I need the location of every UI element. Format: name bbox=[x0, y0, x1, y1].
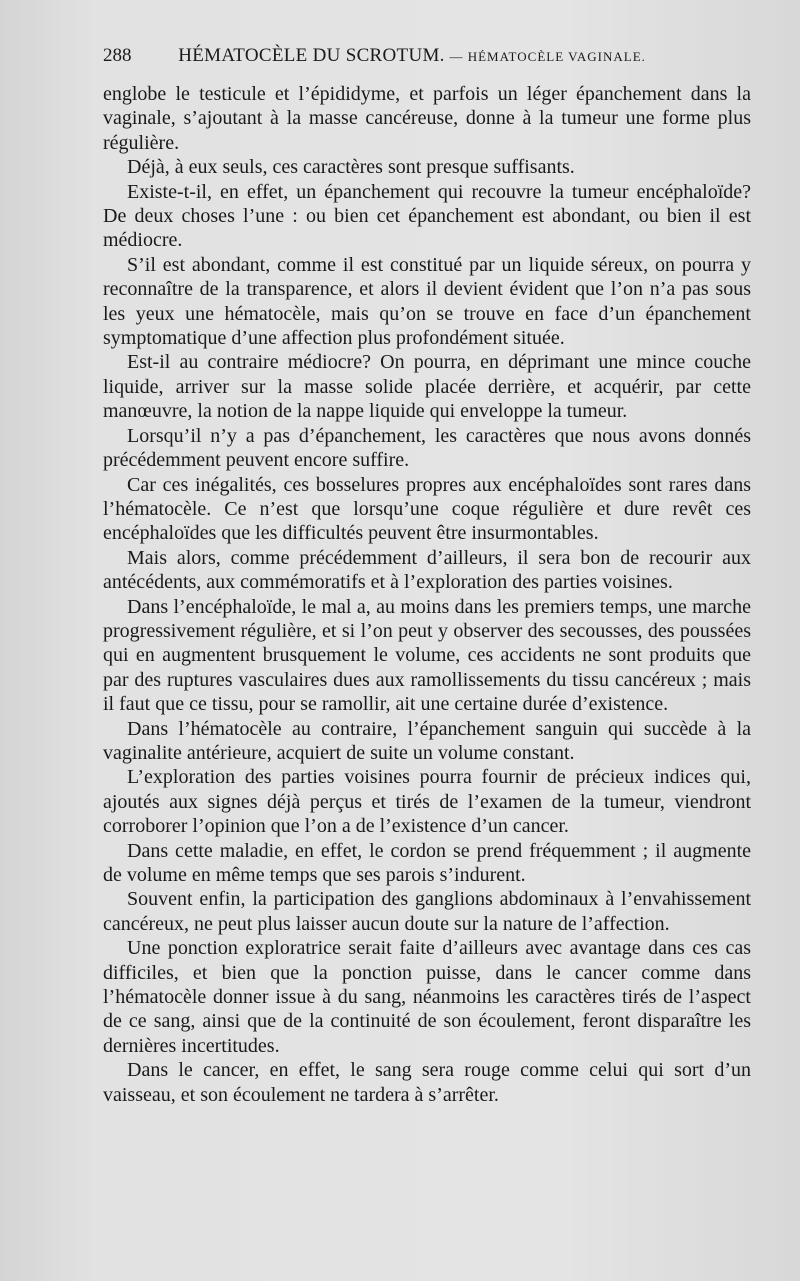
paragraph: englobe le testicule et l’épididyme, et parfois un léger épanchement dans la vaginale, s’ajoutant à la masse cancéreuse, donne à la tumeur une forme plus régulière. bbox=[103, 83, 751, 154]
paragraph: Existe-t-il, en effet, un épanchement qui recouvre la tumeur encéphaloïde? De deux choses l’une : ou bien cet épanchement est abondant, ou bien il est médiocre. bbox=[103, 180, 751, 252]
page-body bbox=[103, 82, 751, 1107]
paragraph: S’il est abondant, comme il est constitué par un liquide séreux, on pourra y reconnaître de la transparence, et alors il devient évident que l’on n’a pas sous les yeux une hématocèle, mais qu’on se trouve en face d’un épanchement symptomatique d’une affection plus profondément située. bbox=[103, 253, 751, 350]
paragraph: Dans le cancer, en effet, le sang sera rouge comme celui qui sort d’un vaisseau, et son écoulement ne tardera à s’arrêter. bbox=[103, 1059, 751, 1106]
paragraph: Mais alors, comme précédemment d’ailleurs, il sera bon de recourir aux antécédents, aux commémoratifs et à l’exploration des parties voisines. bbox=[103, 546, 751, 594]
paragraph: Dans cette maladie, en effet, le cordon se prend fréquemment ; il augmente de volume en même temps que ses parois s’indurent. bbox=[103, 839, 751, 886]
paragraph: Une ponction exploratrice serait faite d’ailleurs avec avantage dans ces cas difficiles, et bien que la ponction puisse, dans le cancer comme dans l’hématocèle donner issue à du sang, néanmoins les caractères tirés de l’aspect de ce sang, ainsi que de la continuité de son écoulement, feront disparaître les dernières incertitudes. bbox=[103, 937, 751, 1057]
paragraph: Souvent enfin, la participation des ganglions abdominaux à l’envahissement cancéreux, ne peut plus laisser aucun doute sur la nature de l’affection. bbox=[103, 888, 751, 935]
running-subtitle: — HÉMATOCÈLE VAGINALE. bbox=[449, 49, 646, 64]
running-title: HÉMATOCÈLE DU SCROTUM. bbox=[178, 45, 445, 66]
running-header bbox=[103, 44, 753, 69]
paragraph: Déjà, à eux seuls, ces caractères sont presque suffisants. bbox=[127, 156, 575, 179]
paragraph: Dans l’encéphaloïde, le mal a, au moins dans les premiers temps, une marche progressivement régulière, et si l’on peut y observer des secousses, des poussées qui en augmentent brusquement le volume, ces accidents ne sont produits que par des ruptures vasculaires dues aux ramollissements du tissu cancéreux ; mais il faut que ce tissu, pour se ramollir, ait une certaine durée d’existence. bbox=[103, 595, 751, 716]
paragraph: Dans l’hématocèle au contraire, l’épanchement sanguin qui succède à la vaginalite antérieure, acquiert de suite un volume constant. bbox=[103, 717, 751, 764]
paragraph: L’exploration des parties voisines pourra fournir de précieux indices qui, ajoutés aux signes déjà perçus et tirés de l’examen de la tumeur, viendront corroborer l’opinion que l’on a de l’existence d’un cancer. bbox=[103, 766, 751, 838]
paragraph: Lorsqu’il n’y a pas d’épanchement, les caractères que nous avons donnés précédemment peuvent encore suffire. bbox=[103, 424, 751, 472]
paragraph: Car ces inégalités, ces bosselures propres aux encéphaloïdes sont rares dans l’hématocèle. Ce n’est que lorsqu’une coque régulière et dure revêt ces encéphaloïdes que les difficultés peuvent être insurmontables. bbox=[103, 473, 751, 545]
page-number: 288 bbox=[103, 45, 132, 66]
paragraph: Est-il au contraire médiocre? On pourra, en déprimant une mince couche liquide, arriver sur la masse solide placée derrière, et acquérir, par cette manœuvre, la notion de la nappe liquide qui enveloppe la tumeur. bbox=[103, 351, 751, 423]
